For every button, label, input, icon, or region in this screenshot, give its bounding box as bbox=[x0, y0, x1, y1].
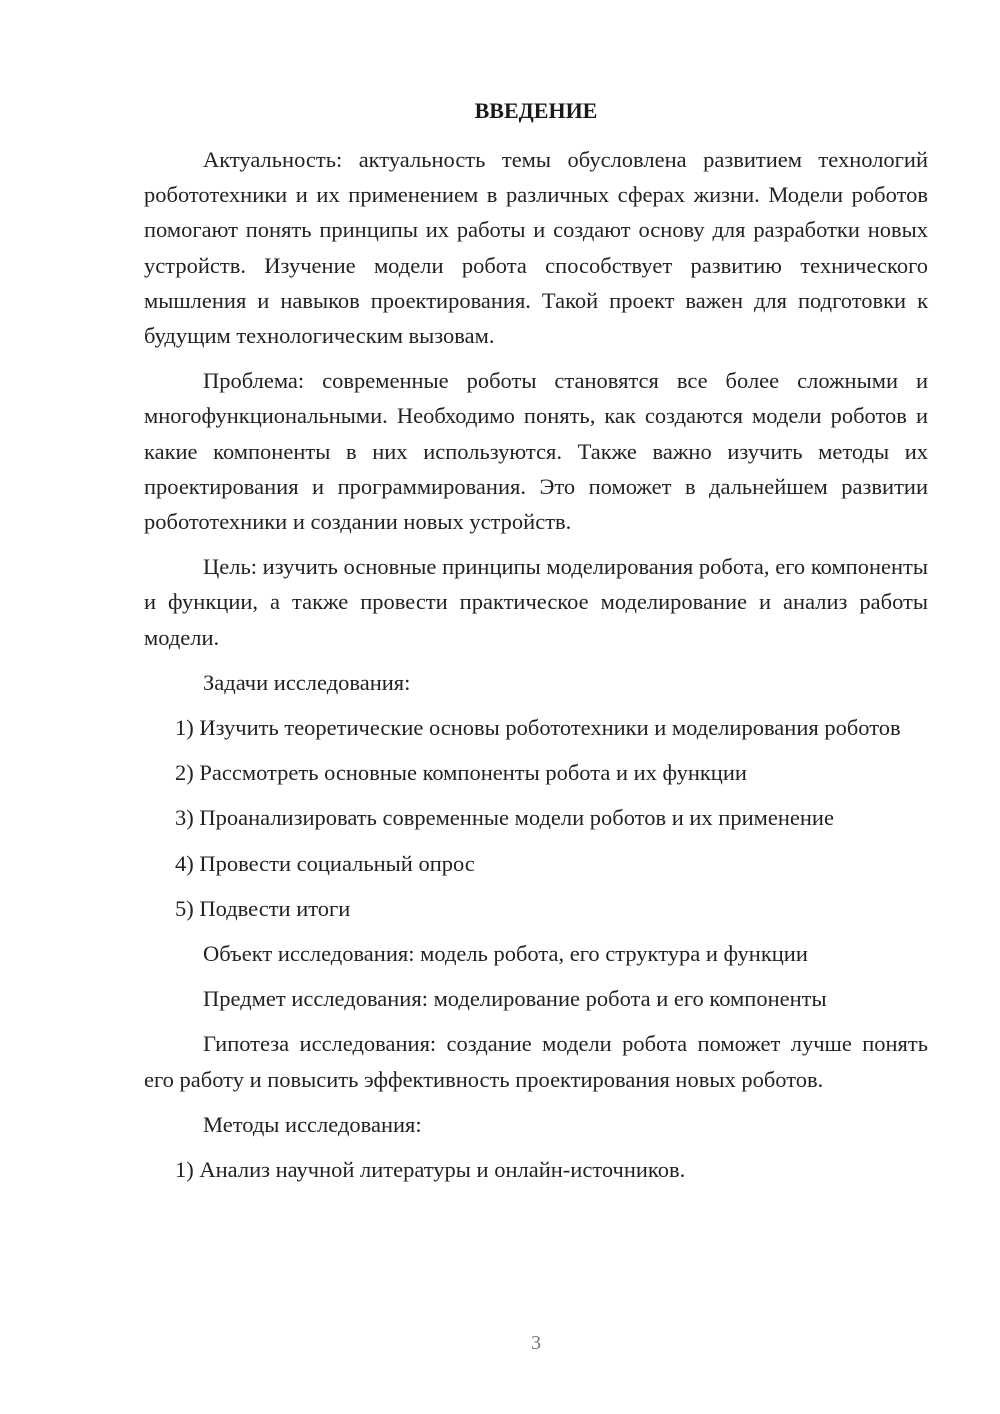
goal-paragraph: Цель: изучить основные принципы моделирования робота, его компоненты и функции, а также провести практическое моделирование и анализ работы модели. bbox=[144, 554, 928, 650]
research-object-paragraph: Объект исследования: модель робота, его структура и функции bbox=[203, 941, 808, 967]
research-subject-paragraph: Предмет исследования: моделирование робота и его компоненты bbox=[203, 986, 827, 1012]
task-item-2: 2) Рассмотреть основные компоненты робота и их функции bbox=[175, 760, 747, 786]
tasks-heading: Задачи исследования: bbox=[203, 669, 411, 695]
methods-heading: Методы исследования: bbox=[203, 1111, 422, 1137]
relevance-paragraph: Актуальность: актуальность темы обусловлена развитием технологий робототехники и их применением в различных сферах жизни. Модели роботов помогают понять принципы их работы и создают основу для разработки новых устройств. Изучение модели робота способствует развитию технического мышления и навыков проектирования. Такой проект важен для подготовки к будущим технологическим вызовам. bbox=[144, 147, 928, 349]
task-item-3: 3) Проанализировать современные модели роботов и их применение bbox=[175, 805, 834, 831]
problem-paragraph: Проблема: современные роботы становятся все более сложными и многофункциональными. Необходимо понять, как создаются модели роботов и какие компоненты в них используются. Также важно изучить методы их проектирования и программирования. Это поможет в дальнейшем развитии робототехники и создании новых устройств. bbox=[144, 368, 928, 535]
page-number: 3 bbox=[531, 1332, 541, 1354]
task-item-5: 5) Подвести итоги bbox=[175, 895, 351, 921]
document-body bbox=[144, 142, 928, 1197]
method-item-1: 1) Анализ научной литературы и онлайн-источников. bbox=[175, 1157, 686, 1183]
hypothesis-paragraph: Гипотеза исследования: создание модели робота поможет лучше понять его работу и повысить эффективность проектирования новых роботов. bbox=[144, 1031, 928, 1092]
page-title: ВВЕДЕНИЕ bbox=[474, 98, 598, 123]
task-item-1: 1) Изучить теоретические основы робототехники и моделирования роботов bbox=[175, 715, 901, 741]
task-item-4: 4) Провести социальный опрос bbox=[175, 850, 475, 876]
